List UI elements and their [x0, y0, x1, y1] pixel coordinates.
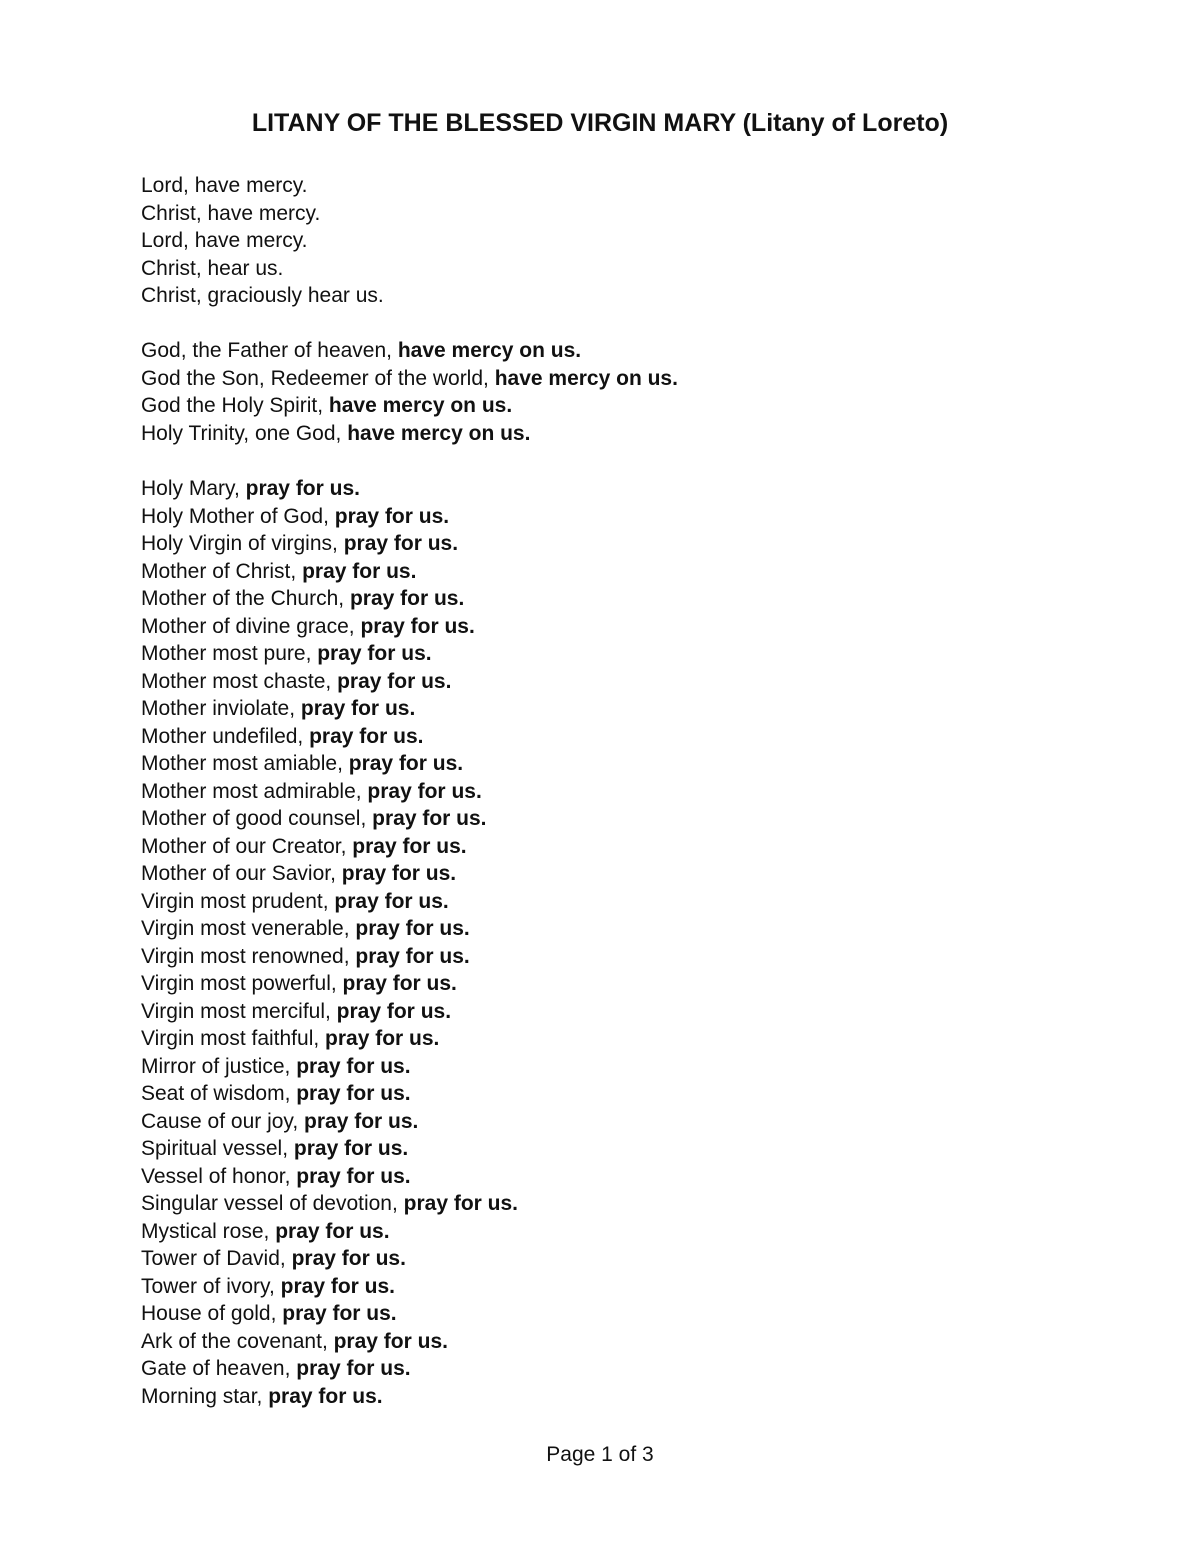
invocation-text: Mother of the Church, [141, 587, 350, 610]
trinity-invocation-line [141, 365, 678, 393]
marian-invocation-line [141, 778, 518, 806]
invocation-text: Virgin most venerable, [141, 917, 356, 940]
marian-invocation-line [141, 1190, 518, 1218]
page-number: Page 1 of 3 [546, 1443, 654, 1466]
invocation-text: Tower of ivory, [141, 1274, 281, 1298]
response-text: pray for us. [296, 1054, 411, 1078]
response-text: pray for us. [355, 944, 470, 968]
response-text: have mercy on us. [328, 394, 513, 417]
response-text: pray for us. [296, 1164, 411, 1188]
response-text: pray for us. [342, 972, 457, 995]
marian-invocation-line [141, 1355, 518, 1383]
response-text: pray for us. [372, 807, 487, 830]
marian-invocation-line [141, 888, 518, 916]
marian-invocation-line [141, 613, 518, 641]
kyrie-line: Christ, hear us. [141, 256, 284, 280]
marian-invocation-line [141, 750, 518, 778]
invocation-text: Mother undefiled, [141, 724, 310, 748]
invocation-text: Mother most amiable, [141, 752, 349, 775]
invocation-text: Mother of divine grace, [141, 614, 361, 638]
invocation-text: God the Son, Redeemer of the world, [141, 366, 495, 390]
trinity-invocation-line [141, 420, 678, 448]
marian-invocation-line [141, 530, 518, 558]
marian-invocations-section [141, 475, 518, 1410]
response-text: pray for us. [403, 1192, 519, 1215]
response-text: pray for us. [304, 1109, 419, 1133]
marian-invocation-line [141, 943, 518, 971]
marian-invocation-line [141, 695, 518, 723]
kyrie-line: Lord, have mercy. [141, 174, 308, 197]
response-text: pray for us. [334, 889, 449, 913]
response-text: pray for us. [355, 917, 470, 940]
response-text: pray for us. [334, 504, 450, 528]
trinity-invocation-line [141, 337, 678, 365]
invocation-text: Morning star, [141, 1384, 269, 1408]
trinity-section [141, 337, 678, 447]
kyrie-line: Christ, have mercy. [141, 201, 321, 225]
response-text: pray for us. [341, 862, 457, 885]
invocation-text: Virgin most faithful, [141, 1027, 326, 1050]
marian-invocation-line [141, 998, 518, 1026]
marian-invocation-line [141, 915, 518, 943]
response-text: pray for us. [309, 724, 424, 748]
marian-invocation-line [141, 970, 518, 998]
response-text: pray for us. [280, 1274, 396, 1298]
response-text: pray for us. [367, 779, 482, 803]
response-text: pray for us. [293, 1137, 409, 1160]
marian-invocation-line [141, 860, 518, 888]
response-text: have mercy on us. [397, 339, 582, 362]
marian-invocation-line [141, 1053, 518, 1081]
response-text: pray for us. [282, 1302, 397, 1325]
invocation-text: Singular vessel of devotion, [141, 1192, 404, 1215]
invocation-text: Mother of Christ, [141, 559, 303, 583]
marian-invocation-line [141, 1135, 518, 1163]
response-text: pray for us. [336, 999, 452, 1023]
invocation-text: House of gold, [141, 1302, 283, 1325]
marian-invocation-line [141, 1080, 518, 1108]
trinity-invocation-line [141, 392, 678, 420]
invocation-text: Tower of David, [141, 1247, 292, 1270]
response-text: pray for us. [245, 477, 360, 500]
response-text: pray for us. [325, 1027, 440, 1050]
response-text: pray for us. [296, 1082, 411, 1105]
invocation-text: Holy Mary, [141, 477, 246, 500]
invocation-text: Mother of good counsel, [141, 807, 373, 830]
marian-invocation-line [141, 805, 518, 833]
invocation-text: Mother most admirable, [141, 779, 368, 803]
marian-invocation-line [141, 640, 518, 668]
kyrie-line: Christ, graciously hear us. [141, 284, 384, 307]
invocation-text: Mother of our Savior, [141, 862, 342, 885]
kyrie-section [141, 172, 384, 310]
marian-invocation-line [141, 668, 518, 696]
invocation-text: Virgin most merciful, [141, 999, 337, 1023]
invocation-text: God the Holy Spirit, [141, 394, 329, 417]
response-text: pray for us. [302, 559, 417, 583]
response-text: pray for us. [268, 1384, 383, 1408]
marian-invocation-line [141, 1383, 518, 1411]
marian-invocation-line [141, 1245, 518, 1273]
invocation-text: Mirror of justice, [141, 1054, 297, 1078]
marian-invocation-line [141, 1108, 518, 1136]
marian-invocation-line [141, 1273, 518, 1301]
marian-invocation-line [141, 723, 518, 751]
marian-invocation-line [141, 503, 518, 531]
response-text: pray for us. [348, 752, 464, 775]
kyrie-line: Lord, have mercy. [141, 229, 308, 252]
invocation-text: God, the Father of heaven, [141, 339, 398, 362]
response-text: pray for us. [352, 834, 467, 858]
marian-invocation-line [141, 1328, 518, 1356]
response-text: pray for us. [317, 642, 432, 665]
document-title: LITANY OF THE BLESSED VIRGIN MARY (Litany of Loreto) [251, 109, 949, 137]
response-text: pray for us. [333, 1329, 448, 1353]
marian-invocation-line [141, 833, 518, 861]
invocation-text: Holy Trinity, one God, [141, 421, 348, 445]
marian-invocation-line [141, 1025, 518, 1053]
invocation-text: Mother most pure, [141, 642, 318, 665]
invocation-text: Vessel of honor, [141, 1164, 297, 1188]
invocation-text: Mother of our Creator, [141, 834, 353, 858]
invocation-text: Gate of heaven, [141, 1357, 297, 1380]
invocation-text: Holy Virgin of virgins, [141, 532, 344, 555]
response-text: pray for us. [300, 697, 416, 720]
invocation-text: Mother most chaste, [141, 669, 338, 693]
response-text: pray for us. [291, 1247, 406, 1270]
response-text: have mercy on us. [494, 366, 678, 390]
marian-invocation-line [141, 475, 518, 503]
response-text: pray for us. [337, 669, 452, 693]
marian-invocation-line [141, 585, 518, 613]
invocation-text: Cause of our joy, [141, 1109, 305, 1133]
response-text: pray for us. [296, 1357, 411, 1380]
marian-invocation-line [141, 1163, 518, 1191]
response-text: pray for us. [343, 532, 459, 555]
response-text: have mercy on us. [347, 421, 531, 445]
marian-invocation-line [141, 558, 518, 586]
invocation-text: Mother inviolate, [141, 697, 301, 720]
invocation-text: Mystical rose, [141, 1219, 276, 1243]
invocation-text: Holy Mother of God, [141, 504, 335, 528]
invocation-text: Virgin most prudent, [141, 889, 335, 913]
invocation-text: Virgin most renowned, [141, 944, 356, 968]
response-text: pray for us. [360, 614, 475, 638]
marian-invocation-line [141, 1218, 518, 1246]
marian-invocation-line [141, 1300, 518, 1328]
response-text: pray for us. [349, 587, 465, 610]
invocation-text: Virgin most powerful, [141, 972, 343, 995]
invocation-text: Seat of wisdom, [141, 1082, 297, 1105]
response-text: pray for us. [275, 1219, 390, 1243]
invocation-text: Spiritual vessel, [141, 1137, 294, 1160]
invocation-text: Ark of the covenant, [141, 1329, 334, 1353]
